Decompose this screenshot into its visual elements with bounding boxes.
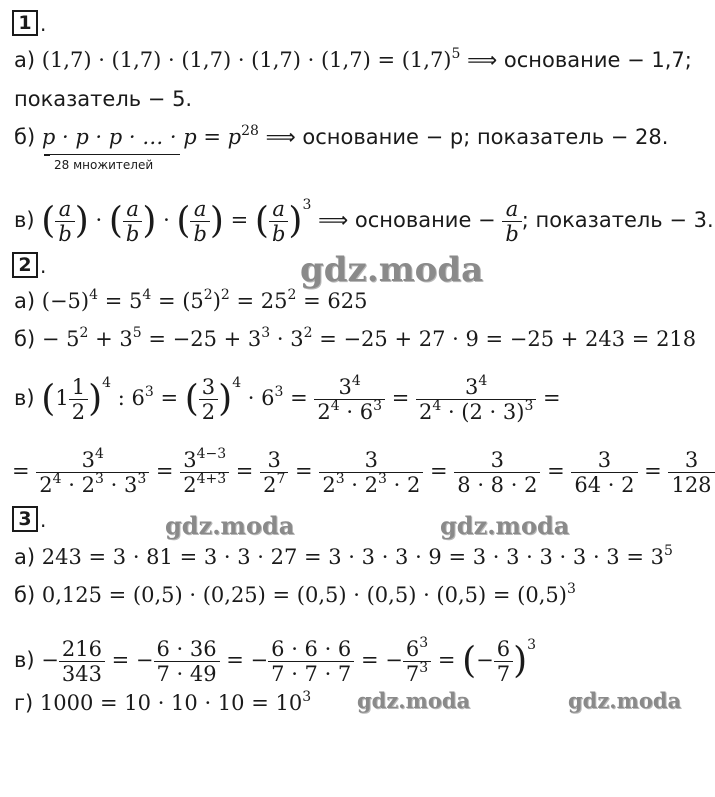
task1-line-a bbox=[14, 45, 692, 75]
expr: 1000 = 10 · 10 · 10 = 10 bbox=[39, 691, 303, 715]
watermark: gdz.moda bbox=[440, 511, 570, 540]
task-dot: . bbox=[40, 12, 47, 36]
task-dot: . bbox=[40, 508, 47, 532]
expr: 1 bbox=[55, 386, 69, 410]
fraction: $\frac{6^3}{7^3}$ bbox=[403, 637, 431, 686]
item-label: а) bbox=[14, 48, 36, 72]
task1-line-v: в) ( $\frac{a}{b}$ ) · ( $\frac{a}{b}$ ) · ( $\frac{a}{b}$ ) = ( $\frac{a}{b}$ )$^3$ ⟹ основание − $\frac{a}{b}$ ; показатель − 3. bbox=[14, 197, 714, 246]
exponent: 5 bbox=[663, 543, 673, 559]
exponent: 3 bbox=[302, 197, 312, 213]
item-label: в) bbox=[14, 386, 35, 410]
conclusion: ⟹ основание − p; показатель − 28. bbox=[265, 125, 669, 149]
fraction: $\frac{3}{8 \cdot 8 \cdot 2}$ bbox=[454, 448, 540, 497]
exponent: 5 bbox=[451, 46, 461, 62]
task3-line-v: в) − $\frac{216}{343}$ = − $\frac{6 \cdot 36}{7 \cdot 49}$ = − $\frac{6 \cdot 6 \cdot 6}{7 \cdot 7 \cdot 7}$ = − $\frac{6^3}{7^3}$ = (− $\frac{6}{7}$ )$^3$ bbox=[14, 635, 537, 686]
exponent: 4 bbox=[142, 287, 152, 303]
fraction: $\frac{3}{64 \cdot 2}$ bbox=[571, 448, 637, 497]
expr: = (5 bbox=[157, 289, 204, 313]
fraction: $\frac{a}{b}$ bbox=[190, 197, 209, 246]
item-label: в) bbox=[14, 648, 35, 672]
item-label: г) bbox=[14, 691, 34, 715]
task3-line-a bbox=[14, 542, 673, 572]
expr: − 5 bbox=[41, 327, 80, 351]
expr: = −25 + 3 bbox=[148, 327, 262, 351]
expr: + 3 bbox=[95, 327, 133, 351]
task3-line-g bbox=[14, 688, 311, 718]
task2-line-v2: = $\frac{3^4}{2^4 \cdot 2^3 \cdot 3^3}$ = $\frac{3^{4-3}}{2^{4+3}}$ = $\frac{3}{2^7}$ = $\frac{3}{2^3 \cdot 2^3 \cdot 2}$ = $\frac{3}{8 \cdot 8 \cdot 2}$ = $\frac{3}{64 \cdot 2}$ = $\frac{3}{128}$ bbox=[12, 448, 715, 497]
fraction: $\frac{3}{2^7}$ bbox=[260, 448, 288, 497]
task2-line-v: в) (1 $\frac{1}{2}$ )$^4$ : $6^3$ = ( $\frac{3}{2}$ )$^4 \cdot 6^3$ = $\frac{3^4}{2^4 \cdot 6^3}$ = $\frac{3^4}{2^4 \cdot (2 \cdot 3)^3}$ = bbox=[14, 373, 561, 424]
exponent: 28 bbox=[241, 123, 259, 139]
item-label: в) bbox=[14, 208, 35, 232]
fraction: $\frac{3}{2}$ bbox=[199, 375, 218, 424]
expr: 0,125 = (0,5) · (0,25) = (0,5) · (0,5) · (0,5) = (0,5) bbox=[41, 583, 567, 607]
underbrace bbox=[44, 148, 180, 155]
fraction: $\frac{216}{343}$ bbox=[59, 637, 105, 686]
watermark: gdz.moda bbox=[357, 688, 471, 713]
task-number-3 bbox=[12, 506, 38, 532]
item-label: б) bbox=[14, 125, 36, 149]
task-number-text: 2 bbox=[18, 254, 32, 276]
fraction: $\frac{a}{b}$ bbox=[269, 197, 288, 246]
expr: (−5) bbox=[41, 289, 90, 313]
fraction: $\frac{3}{128}$ bbox=[668, 448, 714, 497]
task3-line-b bbox=[14, 580, 576, 610]
fraction: $\frac{3^4}{2^4 \cdot 2^3 \cdot 3^3}$ bbox=[36, 448, 149, 497]
exponent: 3 bbox=[566, 581, 576, 597]
fraction: $\frac{3^{4-3}}{2^{4+3}}$ bbox=[180, 448, 229, 497]
exponent: 2 bbox=[303, 325, 313, 341]
task1-line-a2 bbox=[14, 84, 192, 114]
exponent: 4 bbox=[102, 375, 112, 391]
fraction: $\frac{a}{b}$ bbox=[123, 197, 142, 246]
task2-line-b bbox=[14, 324, 696, 354]
item-label: а) bbox=[14, 289, 36, 313]
expr: = 625 bbox=[303, 289, 368, 313]
expr: · 6 bbox=[247, 386, 275, 410]
fraction: $\frac{3}{2^3 \cdot 2^3 \cdot 2}$ bbox=[319, 448, 423, 497]
task-dot: . bbox=[40, 254, 47, 278]
expr: 243 = 3 · 81 = 3 · 3 · 27 = 3 · 3 · 3 · 9 = 3 · 3 · 3 · 3 · 3 = 3 bbox=[41, 545, 664, 569]
expr: p · p · p · … · p = p bbox=[41, 125, 242, 149]
underbrace-label: 28 множителей bbox=[54, 158, 154, 172]
exponent: 3 bbox=[302, 689, 312, 705]
expr: · 3 bbox=[276, 327, 304, 351]
fraction: $\frac{a}{b}$ bbox=[502, 197, 521, 246]
item-label: а) bbox=[14, 545, 36, 569]
watermark: gdz.moda bbox=[568, 688, 682, 713]
exponent: 4 bbox=[89, 287, 99, 303]
task-number-text: 1 bbox=[18, 12, 32, 34]
expr: ) bbox=[212, 289, 221, 313]
exponent: 2 bbox=[79, 325, 89, 341]
fraction: $\frac{3^4}{2^4 \cdot 6^3}$ bbox=[314, 375, 385, 424]
fraction: $\frac{1}{2}$ bbox=[69, 375, 88, 424]
fraction: $\frac{6 \cdot 36}{7 \cdot 49}$ bbox=[154, 637, 220, 686]
exponent: 3 bbox=[144, 384, 154, 400]
fraction: $\frac{a}{b}$ bbox=[55, 197, 74, 246]
fraction: $\frac{3^4}{2^4 \cdot (2 \cdot 3)^3}$ bbox=[416, 375, 536, 424]
watermark: gdz.moda bbox=[165, 511, 295, 540]
exponent: 2 bbox=[287, 287, 297, 303]
fraction: $\frac{6 \cdot 6 \cdot 6}{7 \cdot 7 \cdot 7}$ bbox=[268, 637, 354, 686]
task-number-2 bbox=[12, 252, 38, 278]
expr: (1,7) · (1,7) · (1,7) · (1,7) · (1,7) = (1,7) bbox=[41, 48, 452, 72]
task-number-1 bbox=[12, 10, 38, 36]
exponent: 3 bbox=[261, 325, 271, 341]
item-label: б) bbox=[14, 583, 36, 607]
conclusion: ⟹ основание − bbox=[318, 208, 496, 232]
exponent: 5 bbox=[132, 325, 142, 341]
exponent: 2 bbox=[203, 287, 213, 303]
expr: = −25 + 27 · 9 = −25 + 243 = 218 bbox=[319, 327, 697, 351]
conclusion: ⟹ основание − 1,7; bbox=[467, 48, 692, 72]
item-label: б) bbox=[14, 327, 36, 351]
conclusion-cont: показатель − 5. bbox=[14, 87, 193, 111]
exponent: 2 bbox=[220, 287, 230, 303]
expr: = 5 bbox=[104, 289, 143, 313]
watermark: gdz.moda bbox=[300, 250, 484, 290]
task-number-text: 3 bbox=[18, 508, 32, 530]
expr: : 6 bbox=[117, 386, 145, 410]
fraction: $\frac{6}{7}$ bbox=[494, 637, 513, 686]
exponent: 4 bbox=[232, 375, 242, 391]
task2-line-a bbox=[14, 286, 367, 316]
exponent: 3 bbox=[274, 384, 284, 400]
expr: = 25 bbox=[236, 289, 288, 313]
exponent: 3 bbox=[527, 637, 537, 653]
conclusion-end: ; показатель − 3. bbox=[521, 208, 714, 232]
